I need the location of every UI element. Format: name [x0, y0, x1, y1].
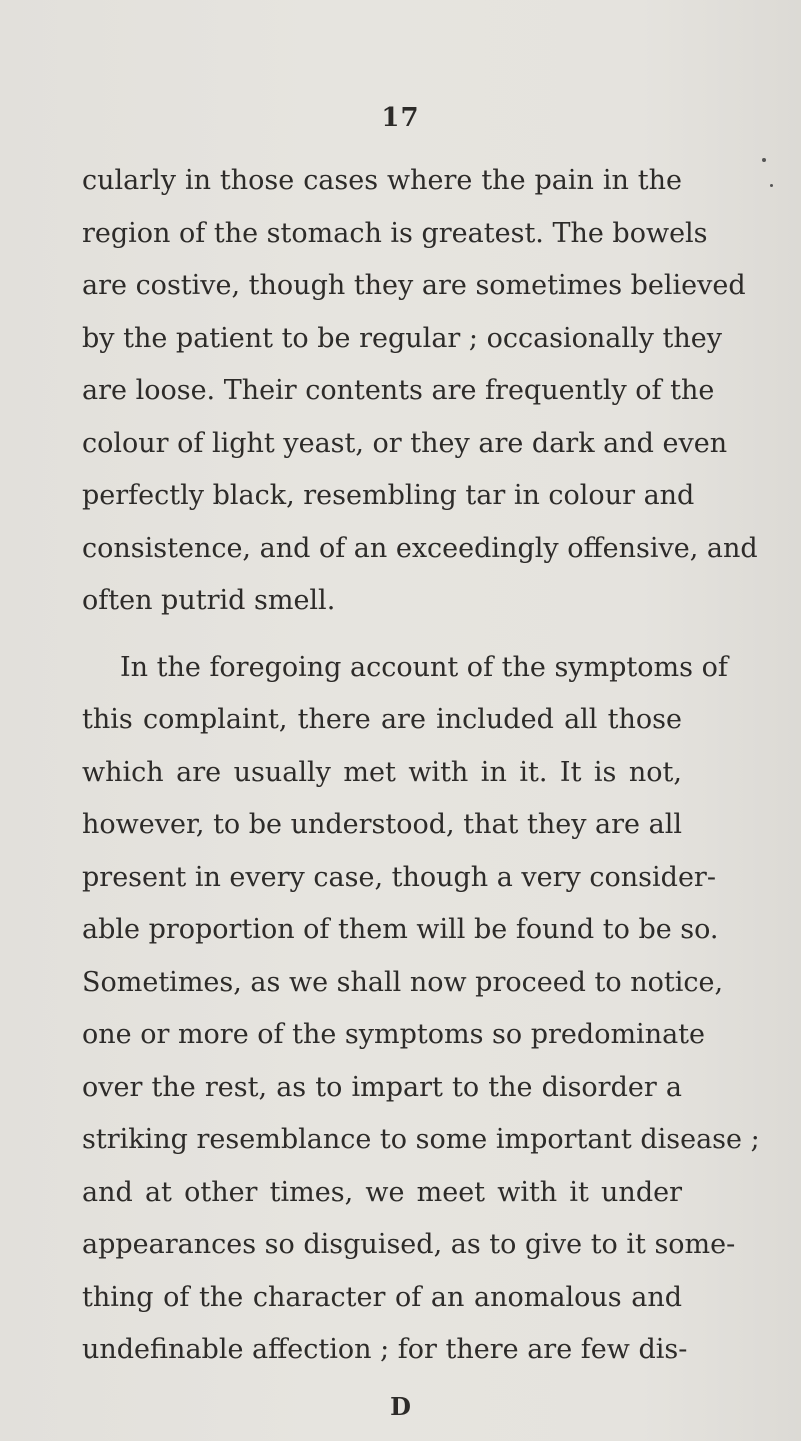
text-line: striking resemblance to some important disease ;	[82, 1124, 760, 1155]
text-line: region of the stomach is greatest. The bowels	[82, 218, 708, 249]
text-line: are costive, though they are sometimes believed	[82, 270, 746, 301]
text-line: over the rest, as to impart to the disorder a	[82, 1072, 682, 1103]
ink-speck	[762, 158, 766, 162]
text-line: this complaint, there are included all those	[82, 704, 682, 735]
text-line: present in every case, though a very consider-	[82, 862, 716, 893]
text-line: are loose. Their contents are frequently of the	[82, 375, 715, 406]
page-number: 17	[381, 103, 420, 133]
text-line: undefinable affection ; for there are few dis-	[82, 1334, 688, 1365]
signature-mark: D	[390, 1392, 411, 1421]
text-line: often putrid smell.	[82, 585, 336, 616]
text-line: In the foregoing account of the symptoms of	[120, 652, 728, 683]
text-line: colour of light yeast, or they are dark and even	[82, 428, 728, 459]
text-line: which are usually met with in it. It is not,	[82, 757, 682, 788]
text-line: able proportion of them will be found to be so.	[82, 914, 719, 945]
text-line: and at other times, we meet with it under	[82, 1177, 682, 1208]
text-line: perfectly black, resembling tar in colour and	[82, 480, 695, 511]
text-line: however, to be understood, that they are all	[82, 809, 682, 840]
text-line: one or more of the symptoms so predominate	[82, 1019, 706, 1050]
text-line: by the patient to be regular ; occasionally they	[82, 323, 722, 354]
text-line: consistence, and of an exceedingly offensive, and	[82, 533, 758, 564]
ink-speck	[770, 184, 773, 187]
text-line: Sometimes, as we shall now proceed to notice,	[82, 967, 724, 998]
text-line: appearances so disguised, as to give to it some-	[82, 1229, 736, 1260]
text-line: cularly in those cases where the pain in the	[82, 165, 682, 196]
text-line: thing of the character of an anomalous and	[82, 1282, 682, 1313]
